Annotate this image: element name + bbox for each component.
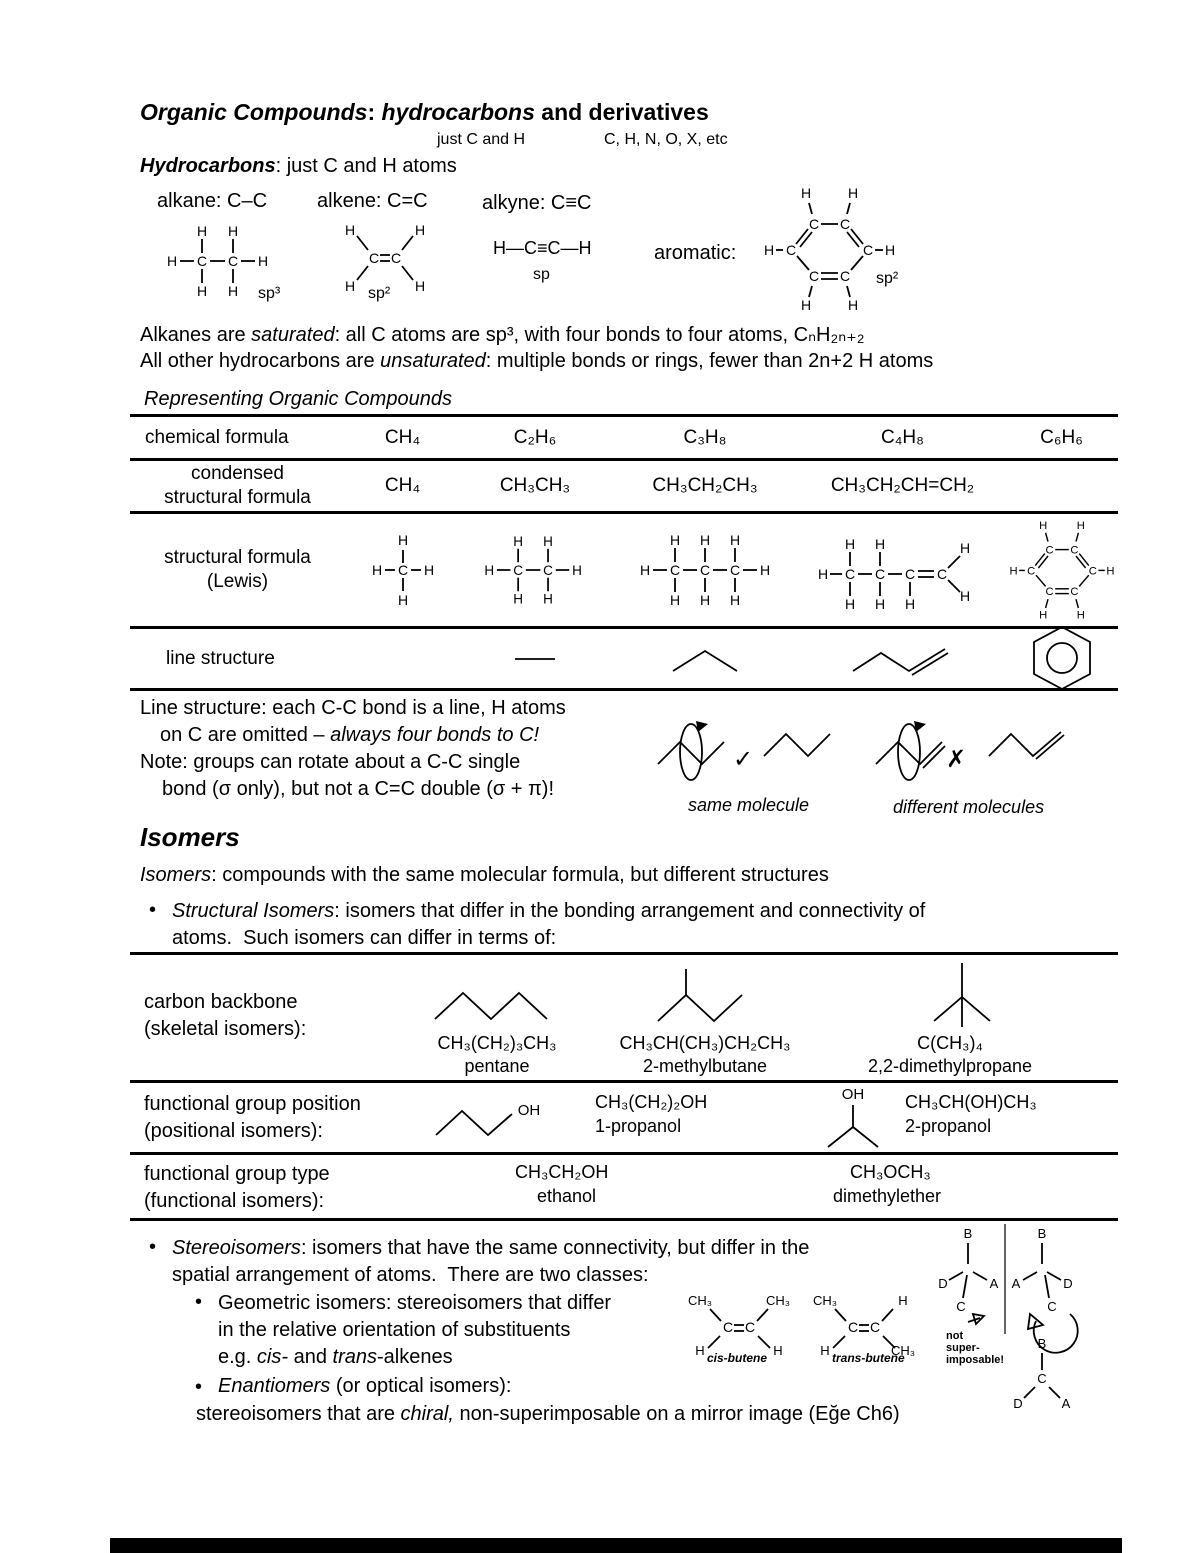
svg-text:C: C (744, 1319, 756, 1335)
isomer-table (130, 952, 1118, 1221)
position-label-line2: (positional isomers): (144, 1120, 323, 1142)
svg-text:H: H (884, 242, 896, 258)
svg-text:C: C (196, 253, 208, 269)
chemical-c3h8: C₃H₈ (683, 426, 727, 448)
svg-text:CH₃: CH₃ (687, 1293, 713, 1308)
benzene-line-diagram (1029, 623, 1095, 695)
propanol1-skeletal-diagram (430, 1097, 560, 1143)
svg-text:CH₃: CH₃ (812, 1293, 838, 1308)
line-ethane-cell (460, 653, 610, 665)
enantiomers-run1: stereoisomers that are (196, 1403, 401, 1425)
svg-text:H: H (729, 532, 741, 548)
condensed-butene: CH₃CH₂CH=CH₂ (830, 475, 975, 496)
svg-text:C: C (729, 562, 741, 578)
not-superimposable-note (946, 1330, 1004, 1366)
same-molecule-caption: same molecule (688, 795, 810, 815)
svg-text:H: H (227, 223, 239, 239)
unsat-run3: : multiple bonds or rings, fewer than 2n+2 H atoms (485, 350, 934, 372)
enantiomers-run3: non-superimposable on a mirror image (Eğe Ch6) (453, 1403, 900, 1425)
methane-lewis-diagram (363, 524, 443, 616)
page-title (140, 99, 709, 126)
title-note-right: C, H, N, O, X, etc (604, 131, 728, 148)
rotation-pi-diagram (868, 698, 958, 786)
stereoisomers-text (172, 1235, 962, 1289)
dimethylpropane-name: 2,2-dimethylpropane (867, 1056, 1033, 1076)
benzene-aromatic-diagram (762, 182, 897, 317)
geometric-line3 (218, 1344, 678, 1371)
svg-text:C: C (839, 216, 851, 232)
svg-text:H: H (669, 532, 681, 548)
svg-text:H: H (196, 283, 208, 299)
ethanol-formula: CH₃CH₂OH (515, 1162, 609, 1182)
svg-text:H: H (959, 588, 971, 604)
backbone-label-line1: carbon backbone (144, 991, 298, 1013)
representation-table (130, 414, 1118, 691)
condensed-ch4: CH₄ (384, 475, 421, 496)
svg-text:C: C (368, 250, 380, 266)
line-butene-cell (800, 639, 1005, 679)
dimethylpropane-skeletal-diagram (915, 959, 1010, 1031)
position-label-line1: functional group position (144, 1093, 361, 1115)
svg-text:A: A (989, 1276, 999, 1291)
butene-lewis-diagram (815, 524, 990, 616)
svg-text:OH: OH (517, 1102, 541, 1119)
svg-text:H: H (483, 562, 494, 578)
svg-text:H: H (196, 223, 208, 239)
svg-text:C: C (669, 562, 681, 578)
geometric-run-cis: cis- (256, 1346, 289, 1368)
enantiomers-run2: chiral, (400, 1403, 454, 1425)
chemical-c2h6: C₂H₆ (513, 426, 557, 448)
condensed-label-line2: structural formula (164, 487, 311, 508)
cis-butene-caption: cis-butene (707, 1351, 768, 1365)
hydrocarbons-word: Hydrocarbons (140, 155, 276, 177)
not-superimposable-line1: not (946, 1330, 964, 1342)
svg-text:B: B (963, 1226, 973, 1241)
enantiomers-line2 (196, 1403, 900, 1426)
sp2-alkene-label: sp² (368, 285, 391, 302)
butene-line-diagram (849, 639, 957, 679)
bullet-structural: • (149, 899, 157, 921)
isomers-heading: Isomers (140, 822, 240, 852)
propanol2-formula: CH₃CH(OH)CH₃ (905, 1092, 1037, 1112)
ether-formula: CH₃OCH₃ (850, 1162, 931, 1182)
svg-text:A: A (1061, 1396, 1071, 1411)
benzene-lewis-diagram (1008, 516, 1116, 624)
lewis-benzene-cell (1005, 516, 1118, 624)
enantiomers-line1 (218, 1375, 511, 1398)
sp2-aromatic-label: sp² (876, 270, 899, 287)
title-organic-compounds: Organic Compounds (140, 99, 368, 125)
line-note-2 (160, 724, 539, 747)
svg-text:H: H (729, 592, 741, 608)
svg-text:H: H (414, 278, 426, 294)
svg-text:H: H (542, 533, 553, 549)
alkene-label: alkene: C=C (317, 190, 428, 212)
backbone-label (144, 989, 306, 1043)
alkene-molecule-diagram (985, 710, 1075, 766)
table-row-type (130, 1155, 1118, 1221)
svg-text:H: H (669, 592, 681, 608)
unsat-run1: All other hydrocarbons are (140, 350, 381, 372)
svg-text:H: H (874, 536, 886, 552)
sat-run2: saturated (251, 324, 335, 346)
svg-text:H: H (699, 592, 711, 608)
svg-text:H: H (904, 596, 916, 612)
svg-text:H: H (257, 253, 269, 269)
svg-text:H: H (423, 562, 434, 578)
structural-line1 (172, 898, 1082, 925)
check-icon: ✓ (733, 746, 754, 773)
svg-text:C: C (956, 1299, 966, 1314)
table-row-line (130, 629, 1118, 691)
sp3-label: sp³ (258, 285, 281, 302)
ether-name: dimethylether (833, 1186, 942, 1206)
svg-text:H: H (844, 536, 856, 552)
svg-text:C: C (1026, 565, 1035, 578)
bullet-geometric: • (195, 1291, 203, 1313)
svg-text:H: H (227, 283, 239, 299)
svg-text:C: C (1037, 1371, 1047, 1386)
line-note-2b: always four bonds to C! (330, 724, 540, 746)
svg-text:C: C (874, 566, 886, 582)
pentane-name: pentane (464, 1056, 530, 1076)
row-label-condensed (130, 462, 345, 510)
cross-icon: ✗ (946, 746, 967, 773)
lewis-ethane-cell (460, 524, 610, 616)
methylbutane-name: 2-methylbutane (642, 1056, 768, 1076)
line-note-4: bond (σ only), but not a C=C double (σ + π)! (162, 778, 555, 800)
svg-text:H: H (898, 1293, 908, 1308)
chemical-c6h6: C₆H₆ (1040, 426, 1083, 448)
enantiomers-word: Enantiomers (218, 1375, 331, 1397)
chemical-ch4: CH₄ (384, 426, 421, 448)
ethanol-name: ethanol (537, 1186, 597, 1206)
svg-text:H: H (344, 222, 356, 238)
lewis-propane-cell (610, 524, 800, 616)
svg-text:C: C (722, 1319, 734, 1335)
table-row-position (130, 1083, 1118, 1155)
not-superimposable-line2: super- (946, 1342, 980, 1354)
title-note-left: just C and H (437, 131, 526, 148)
alkane-label: alkane: C–C (157, 190, 268, 212)
page-bottom-bar (110, 1538, 1122, 1553)
svg-text:H: H (763, 242, 775, 258)
svg-text:C: C (847, 1319, 859, 1335)
zigzag-molecule-diagram (760, 712, 840, 764)
svg-text:C: C (1045, 586, 1054, 599)
bullet-stereo: • (149, 1236, 157, 1258)
svg-text:H: H (639, 562, 651, 578)
isomers-def-word: Isomers (140, 864, 212, 886)
svg-text:C: C (397, 562, 408, 578)
propanol2-skeletal-diagram (815, 1085, 890, 1151)
svg-text:C: C (808, 216, 820, 232)
table-row-backbone (130, 955, 1118, 1083)
title-colon: : (367, 99, 382, 125)
svg-text:H: H (1105, 565, 1114, 578)
propane-lewis-diagram (630, 524, 780, 616)
structural-run1: Structural Isomers (172, 900, 335, 922)
svg-text:H: H (800, 297, 812, 313)
svg-text:CH₃: CH₃ (890, 1343, 916, 1358)
isomers-definition (140, 864, 829, 887)
svg-text:H: H (699, 532, 711, 548)
svg-text:H: H (344, 278, 356, 294)
trans-butene-caption: trans-butene (832, 1351, 905, 1365)
ethane-line-diagram (513, 653, 558, 665)
title-derivatives: and derivatives (534, 99, 709, 125)
svg-text:H: H (371, 562, 382, 578)
svg-text:C: C (542, 562, 553, 578)
svg-text:C: C (844, 566, 856, 582)
svg-text:C: C (227, 253, 239, 269)
svg-text:H: H (695, 1343, 705, 1358)
svg-text:B: B (1037, 1336, 1047, 1351)
svg-text:H: H (874, 596, 886, 612)
svg-text:H: H (1076, 519, 1085, 532)
not-superimposable-line3: imposable! (946, 1354, 1005, 1366)
geometric-run-trans: trans (332, 1346, 377, 1368)
svg-text:H: H (820, 1343, 830, 1358)
svg-text:CH₃: CH₃ (765, 1293, 791, 1308)
svg-text:H: H (512, 533, 523, 549)
svg-text:C: C (1069, 544, 1078, 557)
condensed-propane: CH₃CH₂CH₃ (652, 475, 758, 496)
saturated-sentence (140, 322, 865, 347)
svg-text:C: C (512, 562, 523, 578)
type-label-line1: functional group type (144, 1163, 330, 1185)
geometric-line2: in the relative orientation of substituents (218, 1319, 571, 1341)
propanol2-name: 2-propanol (905, 1116, 992, 1136)
svg-text:C: C (1088, 565, 1097, 578)
svg-text:H: H (397, 532, 408, 548)
alkyne-label: alkyne: C≡C (482, 192, 592, 214)
svg-text:H: H (847, 185, 859, 201)
svg-text:C: C (808, 268, 820, 284)
aromatic-label: aromatic: (654, 242, 737, 264)
row-label-lewis (130, 546, 345, 594)
svg-text:A: A (1011, 1276, 1021, 1291)
line-benzene-cell (1005, 623, 1118, 695)
condensed-label-line1: condensed (191, 463, 284, 484)
svg-text:C: C (390, 250, 402, 266)
lewis-butene-cell (800, 524, 1005, 616)
svg-text:H: H (512, 591, 523, 607)
svg-text:H: H (959, 540, 971, 556)
ethyne-formula: H—C≡C—H (493, 238, 592, 258)
svg-text:H: H (817, 566, 829, 582)
svg-text:C: C (862, 242, 874, 258)
representing-heading: Representing Organic Compounds (144, 388, 452, 410)
methylbutane-skeletal-diagram (650, 963, 770, 1027)
backbone-label-line2: (skeletal isomers): (144, 1018, 307, 1040)
type-label-line2: (functional isomers): (144, 1190, 325, 1212)
stereo-line2: spatial arrangement of atoms. There are two classes: (172, 1264, 649, 1286)
lewis-label-line2: (Lewis) (206, 571, 269, 592)
svg-text:OH: OH (841, 1086, 865, 1103)
unsaturated-sentence (140, 350, 933, 373)
cis-butene-diagram (680, 1288, 800, 1358)
line-note-2a: on C are omitted – (160, 724, 331, 746)
chemical-c4h8: C₄H₈ (880, 426, 925, 448)
svg-text:C: C (904, 566, 916, 582)
geometric-line1: Geometric isomers: stereoisomers that differ (218, 1292, 612, 1314)
geometric-run-alkenes: -alkenes (376, 1346, 453, 1368)
svg-text:H: H (414, 222, 426, 238)
svg-text:H: H (571, 562, 582, 578)
title-hydrocarbons: hydrocarbons (381, 99, 535, 125)
structural-isomers-text (172, 898, 1082, 952)
row-label-line: line structure (166, 647, 275, 669)
sat-run1: Alkanes are (140, 324, 252, 346)
hydrocarbons-rest: : just C and H atoms (275, 155, 457, 177)
line-note-3: Note: groups can rotate about a C-C single (140, 751, 521, 773)
lewis-label-line1: structural formula (164, 547, 311, 568)
line-propane-cell (610, 643, 800, 675)
pentane-formula: CH₃(CH₂)₃CH₃ (437, 1033, 557, 1053)
svg-text:H: H (844, 596, 856, 612)
isomers-def-rest: : compounds with the same molecular formula, but different structures (211, 864, 829, 886)
svg-text:D: D (1013, 1396, 1023, 1411)
svg-text:H: H (800, 185, 812, 201)
svg-text:H: H (542, 591, 553, 607)
svg-text:H: H (773, 1343, 783, 1358)
enantiomers-mirror-diagram (930, 1222, 1110, 1434)
svg-text:H: H (1038, 609, 1047, 622)
sat-run3: : all C atoms are sp³, with four bonds to four atoms, CₙH₂ₙ₊₂ (334, 324, 865, 346)
svg-text:B: B (1037, 1226, 1047, 1241)
propanol1-formula: CH₃(CH₂)₂OH (595, 1092, 708, 1112)
structural-run2: : isomers that differ in the bonding arrangement and connectivity of (334, 900, 926, 922)
svg-text:C: C (869, 1319, 881, 1335)
line-note-1: Line structure: each C-C bond is a line, H atoms (140, 697, 566, 719)
svg-text:C: C (785, 242, 797, 258)
svg-text:H: H (1076, 609, 1085, 622)
ethane-lewis-diagram-table (468, 524, 603, 616)
geometric-run-eg: e.g. (218, 1346, 257, 1368)
stereo-line1 (172, 1235, 962, 1262)
different-molecules-caption: different molecules (893, 797, 1045, 817)
svg-text:H: H (759, 562, 771, 578)
structural-line2: atoms. Such isomers can differ in terms of: (172, 927, 557, 949)
unsat-run2: unsaturated (380, 350, 486, 372)
svg-text:H: H (1009, 565, 1018, 578)
hydrocarbons-heading (140, 155, 457, 178)
svg-text:C: C (1045, 544, 1054, 557)
enantiomers-rest: (or optical isomers): (330, 1375, 512, 1397)
svg-text:C: C (1047, 1299, 1057, 1314)
sp-alkyne-label: sp (533, 266, 550, 283)
bullet-enantiomers: • (195, 1376, 203, 1398)
lewis-methane-cell (345, 524, 460, 616)
table-row-condensed (130, 461, 1118, 514)
rotation-sigma-diagram (650, 698, 740, 786)
row-label-chemical: chemical formula (145, 426, 289, 448)
propanol1-name: 1-propanol (595, 1116, 682, 1136)
svg-text:C: C (936, 566, 948, 582)
geometric-run-and: and (288, 1346, 333, 1368)
svg-text:D: D (938, 1276, 948, 1291)
svg-text:H: H (166, 253, 178, 269)
stereo-run1: Stereoisomers (172, 1237, 301, 1259)
svg-text:C: C (1069, 586, 1078, 599)
svg-text:H: H (397, 592, 408, 608)
table-row-lewis (130, 514, 1118, 629)
stereo-run2: : isomers that have the same connectivity, but differ in the (300, 1237, 810, 1259)
propane-line-diagram (669, 643, 741, 675)
svg-text:H: H (1038, 519, 1047, 532)
trans-butene-diagram (805, 1288, 925, 1358)
methylbutane-formula: CH₃CH(CH₃)CH₂CH₃ (619, 1033, 791, 1053)
svg-text:D: D (1063, 1276, 1073, 1291)
type-label (144, 1161, 330, 1215)
svg-text:C: C (699, 562, 711, 578)
svg-text:C: C (839, 268, 851, 284)
geometric-text (218, 1290, 678, 1371)
dimethylpropane-formula: C(CH₃)₄ (917, 1033, 983, 1053)
svg-text:H: H (847, 297, 859, 313)
position-label (144, 1091, 361, 1145)
pentane-skeletal-diagram (430, 983, 565, 1025)
table-row-chemical (130, 417, 1118, 461)
condensed-ethane: CH₃CH₃ (499, 475, 571, 496)
